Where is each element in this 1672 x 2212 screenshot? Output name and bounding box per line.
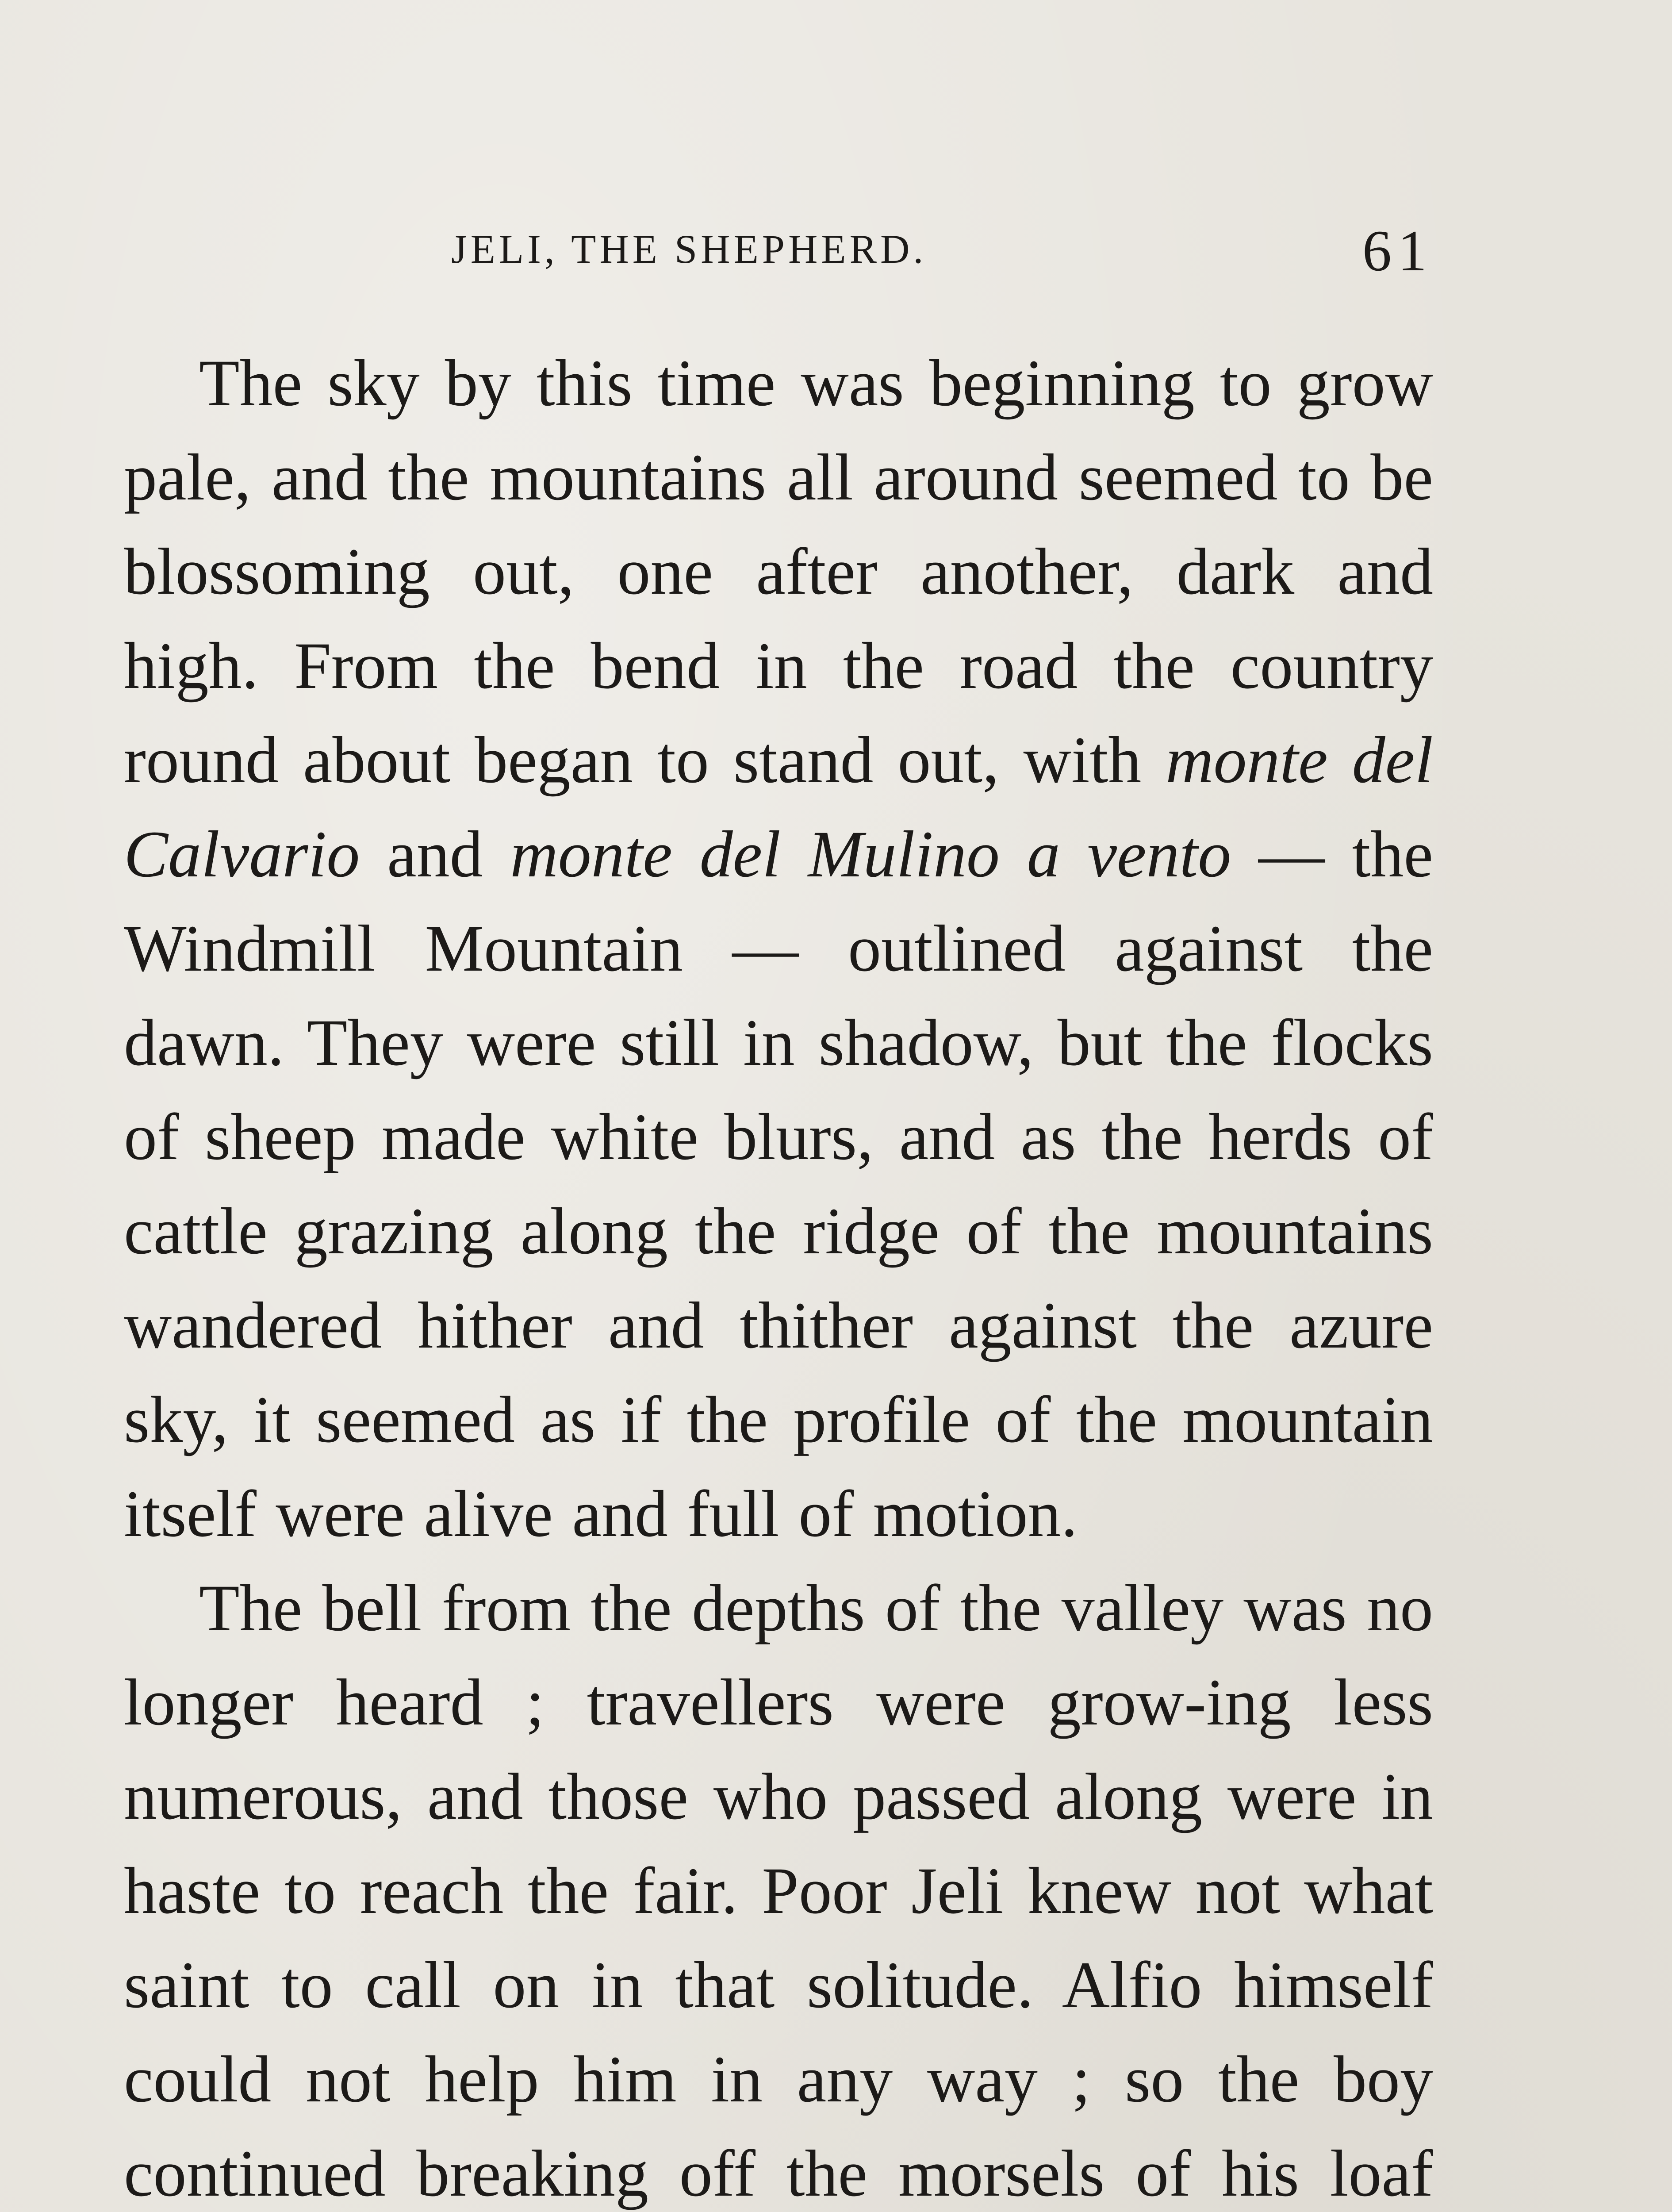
italic-segment: monte del Mulino a vento [510,818,1231,891]
page-number: 61 [1362,218,1433,283]
paragraph-1 [124,336,1433,1561]
text-segment: The sky by this time was beginning to grow pale, and the mountains all around seemed to be blossoming out, one after another, dark and high. From the bend in the road the country round about began to stand out, with [124,346,1433,797]
running-head [451,217,1433,292]
text-segment: — the Windmill Mountain — outlined against the dawn. They were still in shadow, but the flocks of sheep made white blurs, and as the herds of cattle grazing along the ridge of the mountains wandered hither and thither against the azure sky, it seemed as if the profile of the mountain itself were alive and full of motion. [124,818,1433,1551]
italic-segment: monte del Calvario [124,723,1433,891]
text-segment: and [360,818,510,891]
running-title: JELI, THE SHEPHERD. [451,227,927,272]
text-segment: The bell from the depths of the valley was no longer heard ; travellers were grow-ing less numerous, and those who passed along were in haste to reach the fair. Poor Jeli knew not what saint to call on in that solitude. Alfio himself could not help him in any way ; so the boy continued breaking off the morsels of his loaf [124,1571,1433,2210]
paragraph-2 [124,1561,1433,2212]
body-text [124,336,1433,2212]
